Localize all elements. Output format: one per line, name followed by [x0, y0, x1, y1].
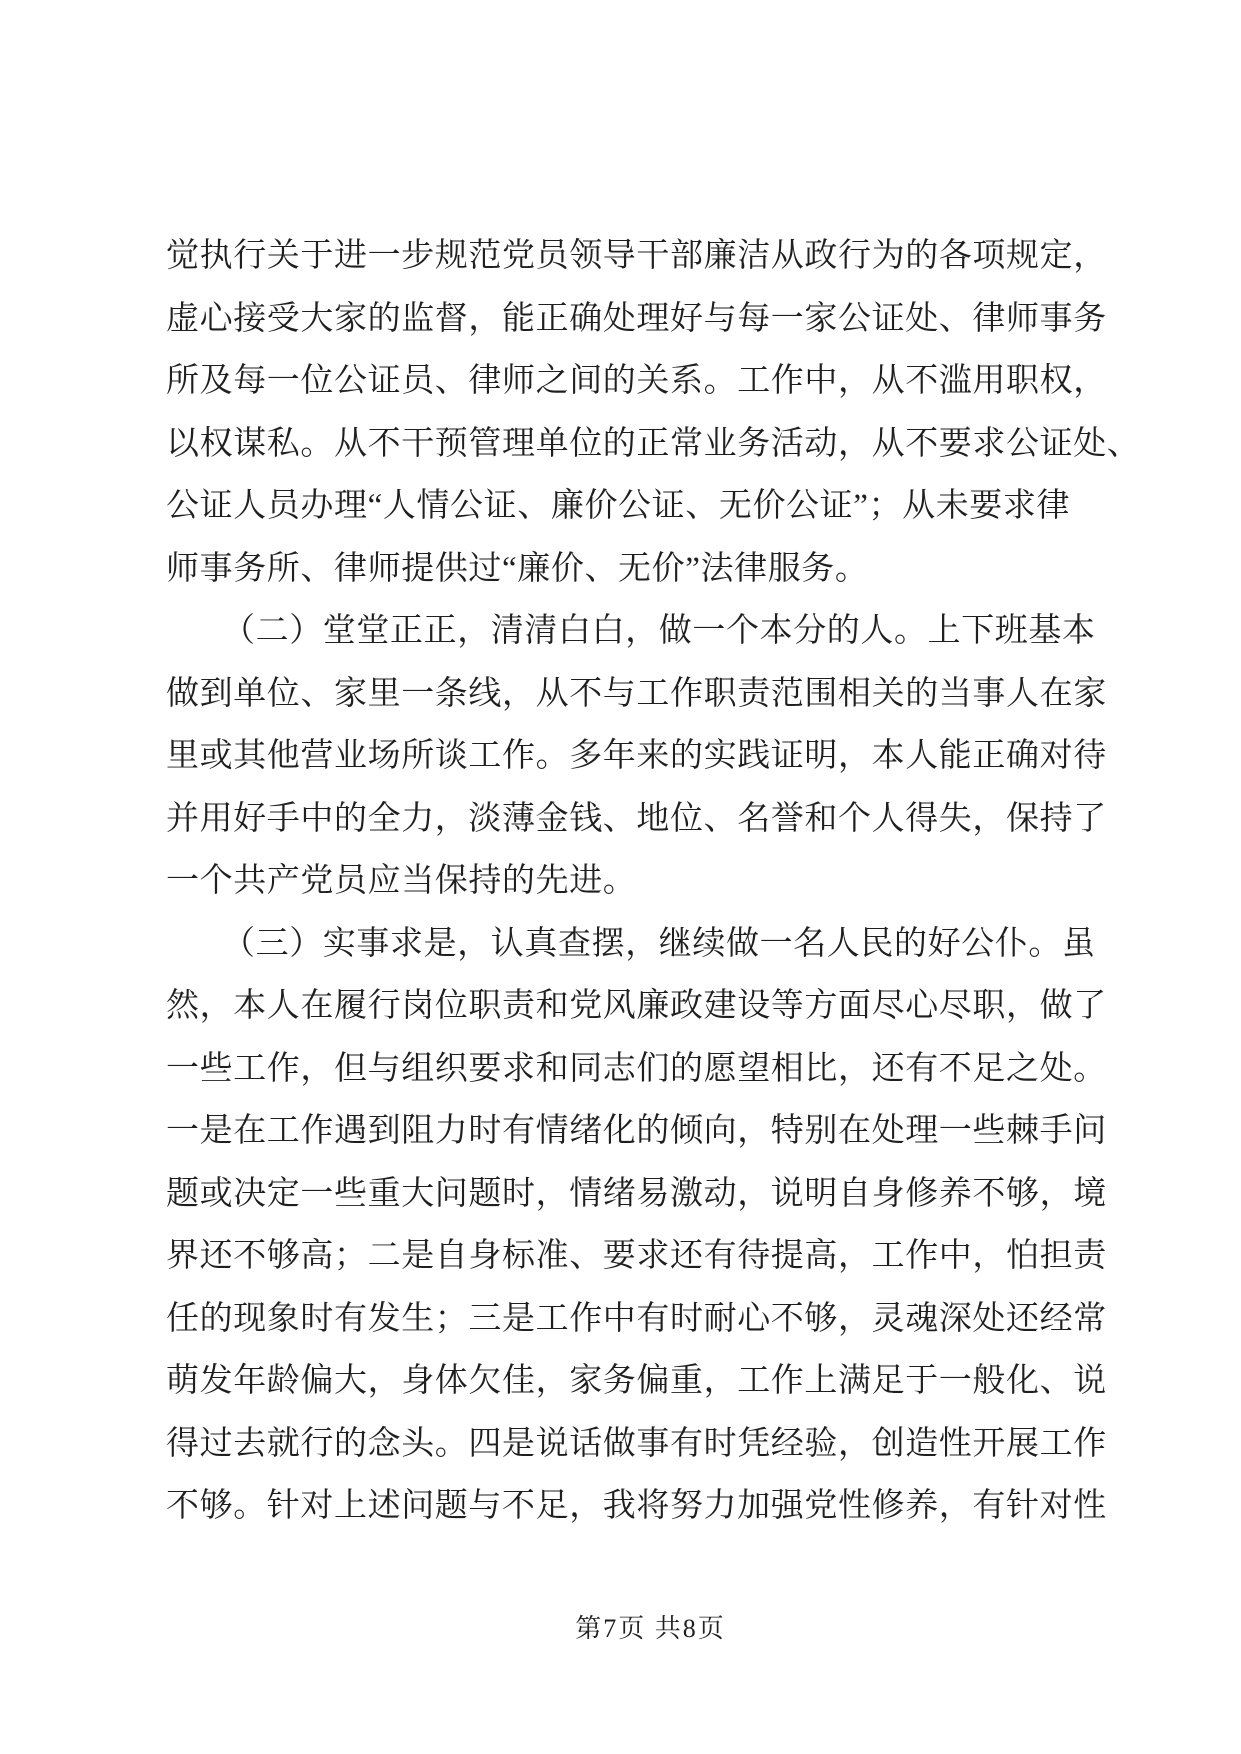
body-text	[166, 225, 1141, 1538]
text-line: 一个共产党员应当保持的先进。	[166, 863, 637, 899]
text-line: 以权谋私。从不干预管理单位的正常业务活动，从不要求公证处、	[166, 425, 1141, 462]
text-line: 觉执行关于进一步规范党员领导干部廉洁从政行为的各项规定，	[166, 238, 1107, 274]
text-line: 并用好手中的全力，淡薄金钱、地位、名誉和个人得失，保持了	[166, 800, 1107, 837]
text-line: 里或其他营业场所谈工作。多年来的实践证明，本人能正确对待	[166, 738, 1107, 774]
text-line: 一是在工作遇到阻力时有情绪化的倾向，特别在处理一些棘手问	[166, 1113, 1107, 1149]
text-line: 做到单位、家里一条线，从不与工作职责范围相关的当事人在家	[166, 675, 1107, 712]
text-line: 界还不够高；二是自身标准、要求还有待提高，工作中，怕担责	[166, 1238, 1107, 1274]
text-line: 所及每一位公证员、律师之间的关系。工作中，从不滥用职权，	[166, 363, 1107, 399]
text-line: 得过去就行的念头。四是说话做事有时凭经验，创造性开展工作	[166, 1425, 1107, 1462]
text-line: 师事务所、律师提供过“廉价、无价”法律服务。	[166, 550, 869, 587]
text-line: 任的现象时有发生；三是工作中有时耐心不够，灵魂深处还经常	[166, 1300, 1107, 1337]
page-footer	[0, 1612, 1241, 1646]
text-line: 一些工作，但与组织要求和同志们的愿望相比，还有不足之处。	[166, 1050, 1107, 1087]
text-line: 萌发年龄偏大，身体欠佳，家务偏重，工作上满足于一般化、说	[166, 1363, 1107, 1399]
text-line: 公证人员办理“人情公证、廉价公证、无价公证”；从未要求律	[166, 488, 1071, 524]
page-number-label: 第7页 共8页	[575, 1614, 726, 1643]
text-line: 不够。针对上述问题与不足，我将努力加强党性修养，有针对性	[166, 1488, 1107, 1524]
text-line: 虚心接受大家的监督，能正确处理好与每一家公证处、律师事务	[166, 300, 1107, 337]
text-line: （三）实事求是，认真查摆，继续做一名人民的好公仆。虽	[222, 925, 1096, 962]
text-line: 题或决定一些重大问题时，情绪易激动，说明自身修养不够，境	[166, 1175, 1107, 1212]
text-line: （二）堂堂正正，清清白白，做一个本分的人。上下班基本	[222, 613, 1096, 649]
text-line: 然，本人在履行岗位职责和党风廉政建设等方面尽心尽职，做了	[166, 988, 1107, 1024]
